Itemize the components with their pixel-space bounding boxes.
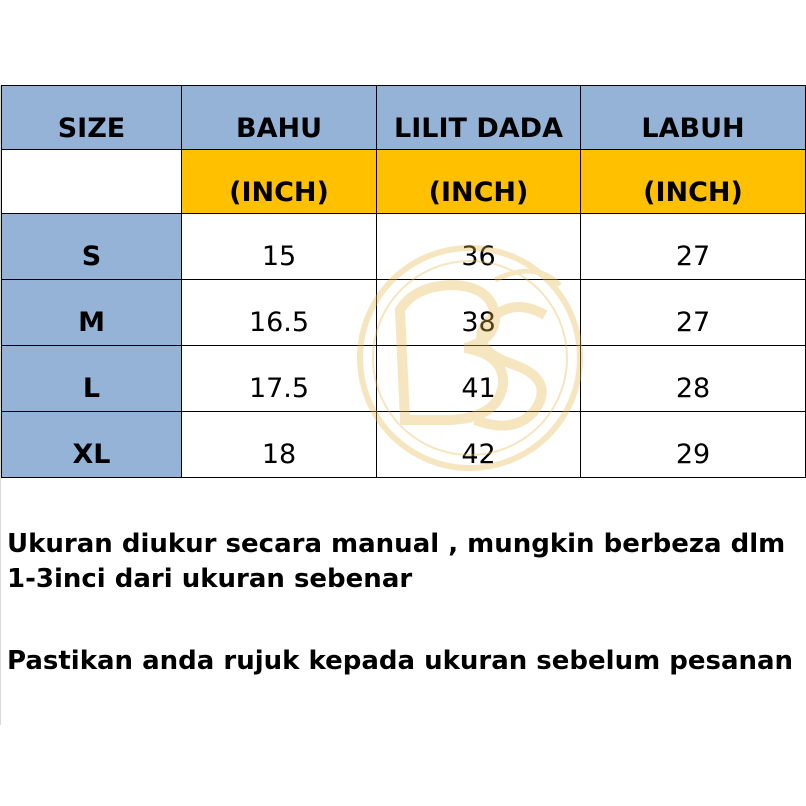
header-size: SIZE xyxy=(2,86,182,150)
unit-lilit-dada: (INCH) xyxy=(377,150,581,214)
table-row xyxy=(2,214,806,280)
lilit-dada-cell: 41 xyxy=(377,346,581,412)
table-row xyxy=(2,346,806,412)
size-cell: L xyxy=(2,346,182,412)
table-row xyxy=(2,412,806,478)
size-chart-table xyxy=(1,85,806,478)
size-cell: S xyxy=(2,214,182,280)
lilit-dada-cell: 42 xyxy=(377,412,581,478)
unit-bahu: (INCH) xyxy=(182,150,377,214)
note-check-size: Pastikan anda rujuk kepada ukuran sebelum pesanan xyxy=(7,646,794,676)
lilit-dada-cell: 36 xyxy=(377,214,581,280)
size-cell: XL xyxy=(2,412,182,478)
labuh-cell: 29 xyxy=(581,412,806,478)
unit-blank-cell xyxy=(2,150,182,214)
header-lilit-dada: LILIT DADA xyxy=(377,86,581,150)
unit-row xyxy=(2,150,806,214)
note-line-2: 1-3inci dari ukuran sebenar xyxy=(7,564,413,594)
bahu-cell: 15 xyxy=(182,214,377,280)
labuh-cell: 28 xyxy=(581,346,806,412)
size-cell: M xyxy=(2,280,182,346)
labuh-cell: 27 xyxy=(581,280,806,346)
spreadsheet-area xyxy=(0,85,806,725)
note-manual-measurement xyxy=(7,527,785,597)
labuh-cell: 27 xyxy=(581,214,806,280)
header-row xyxy=(2,86,806,150)
bahu-cell: 17.5 xyxy=(182,346,377,412)
bahu-cell: 16.5 xyxy=(182,280,377,346)
bahu-cell: 18 xyxy=(182,412,377,478)
header-bahu: BAHU xyxy=(182,86,377,150)
note-line-1: Ukuran diukur secara manual , mungkin berbeza dlm xyxy=(7,529,786,559)
table-row xyxy=(2,280,806,346)
lilit-dada-cell: 38 xyxy=(377,280,581,346)
unit-labuh: (INCH) xyxy=(581,150,806,214)
header-labuh: LABUH xyxy=(581,86,806,150)
